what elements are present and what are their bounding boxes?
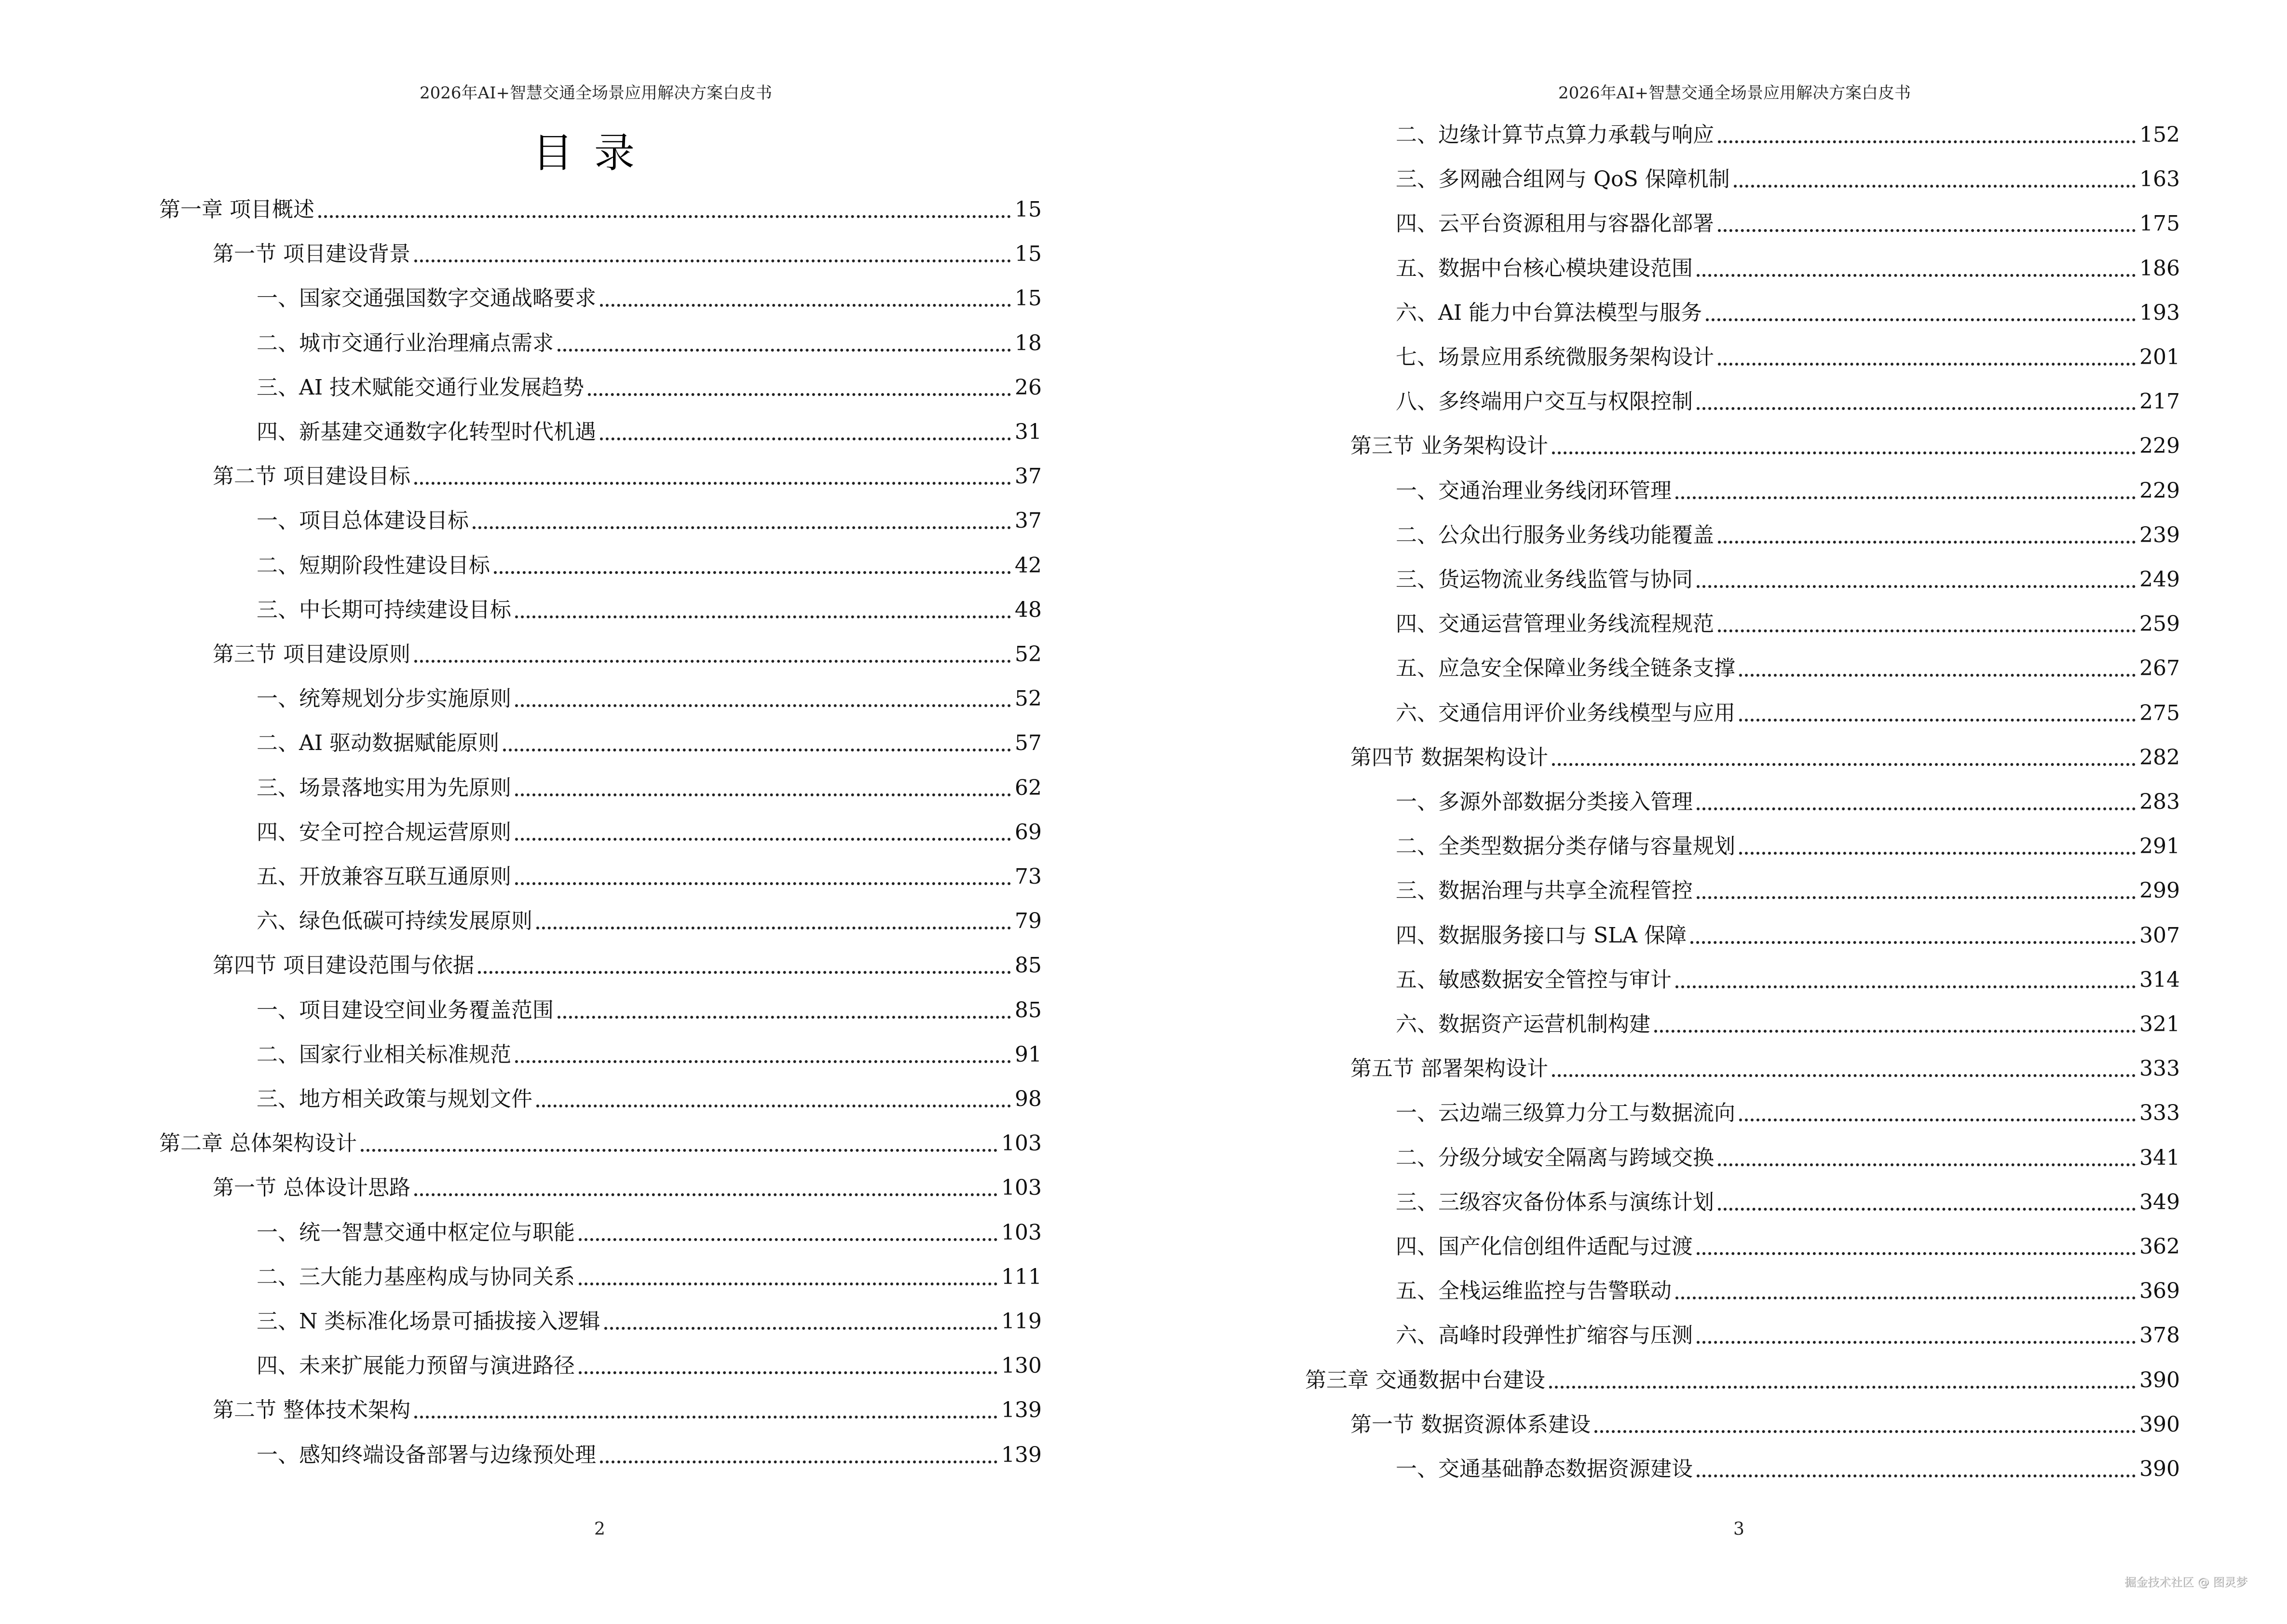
toc-entry-label: 一、感知终端设备部署与边缘预处理	[257, 1442, 596, 1467]
toc-entry-page: 201	[2139, 345, 2180, 369]
toc-entry-page: 73	[1015, 864, 1042, 889]
dot-leader	[515, 1060, 1011, 1063]
toc-entry-page: 267	[2139, 656, 2180, 681]
toc-entry-page: 390	[2139, 1367, 2180, 1392]
toc-entry-label: 四、数据服务接口与 SLA 保障	[1396, 923, 1687, 948]
toc-entry-page: 85	[1015, 953, 1042, 978]
toc-entry-level-2[interactable]	[1350, 1047, 2180, 1091]
toc-entry-page: 130	[1001, 1353, 1042, 1378]
dot-leader	[1734, 185, 2136, 188]
toc-entry-level-3[interactable]	[1396, 157, 2180, 202]
toc-entry-label: 第一章 项目概述	[159, 197, 314, 222]
dot-leader	[1697, 1252, 2136, 1255]
toc-entry-level-3[interactable]	[257, 321, 1042, 366]
dot-leader	[1697, 807, 2136, 810]
toc-title: 目录	[532, 129, 656, 177]
toc-entry-level-3[interactable]	[1396, 558, 2180, 602]
dot-leader	[515, 615, 1011, 618]
toc-entry-level-3[interactable]	[1396, 691, 2180, 736]
toc-entry-label: 第一节 数据资源体系建设	[1350, 1412, 1591, 1437]
toc-entry-label: 一、统筹规划分步实施原则	[257, 686, 511, 711]
dot-leader	[1739, 1119, 2136, 1121]
running-header: 2026年AI+智慧交通全场景应用解决方案白皮书	[420, 83, 772, 103]
toc-entry-level-3[interactable]	[1396, 291, 2180, 335]
toc-entry-label: 一、统一智慧交通中枢定位与职能	[257, 1220, 575, 1245]
dot-leader	[1718, 1163, 2136, 1166]
toc-entry-page: 69	[1015, 819, 1042, 845]
toc-entry-page: 15	[1015, 242, 1042, 267]
toc-entry-label: 第三章 交通数据中台建设	[1305, 1367, 1545, 1392]
toc-entry-label: 三、场景落地实用为先原则	[257, 775, 511, 800]
toc-entry-page: 175	[2139, 211, 2180, 236]
toc-entry-page: 321	[2139, 1012, 2180, 1037]
dot-leader	[414, 660, 1011, 663]
toc-entry-page: 31	[1015, 420, 1042, 444]
toc-entry-label: 五、全栈运维监控与告警联动	[1396, 1279, 1672, 1304]
toc-entry-page: 341	[2139, 1145, 2180, 1170]
toc-entry-page: 314	[2139, 967, 2180, 992]
toc-entry-label: 三、N 类标准化场景可插拔接入逻辑	[257, 1309, 600, 1334]
toc-entry-page: 217	[2139, 389, 2180, 414]
toc-entry-label: 八、多终端用户交互与权限控制	[1396, 389, 1693, 414]
dot-leader	[1654, 1030, 2136, 1033]
dot-leader	[1697, 407, 2136, 410]
dot-leader	[515, 793, 1011, 796]
toc-entry-label: 六、数据资产运营机制构建	[1396, 1012, 1650, 1037]
toc-entry-page: 249	[2139, 567, 2180, 592]
dot-leader	[494, 571, 1011, 574]
toc-entry-label: 二、公众出行服务业务线功能覆盖	[1396, 522, 1714, 547]
toc-entry-label: 四、云平台资源租用与容器化部署	[1396, 211, 1714, 236]
toc-entry-label: 一、交通治理业务线闭环管理	[1396, 478, 1672, 503]
dot-leader	[1706, 318, 2136, 321]
toc-entry-page: 362	[2139, 1234, 2180, 1259]
toc-entry-level-3[interactable]	[257, 855, 1042, 899]
toc-entry-level-3[interactable]	[257, 677, 1042, 721]
toc-entry-page: 103	[1001, 1220, 1042, 1245]
toc-entry-level-3[interactable]	[257, 1033, 1042, 1077]
dot-leader	[1697, 896, 2136, 899]
toc-entry-label: 六、高峰时段弹性扩缩容与压测	[1396, 1323, 1693, 1348]
toc-entry-level-3[interactable]	[1396, 824, 2180, 869]
toc-entry-page: 52	[1015, 686, 1042, 711]
toc-entry-level-3[interactable]	[1396, 380, 2180, 424]
toc-entry-level-3[interactable]	[1396, 958, 2180, 1002]
toc-entry-level-2[interactable]	[1350, 424, 2180, 468]
dot-leader	[579, 1283, 997, 1285]
toc-entry-page: 48	[1015, 597, 1042, 622]
dot-leader	[600, 437, 1011, 440]
toc-entry-page: 26	[1015, 375, 1042, 400]
toc-entry-page: 378	[2139, 1323, 2180, 1348]
toc-entry-page: 291	[2139, 834, 2180, 859]
toc-entry-page: 57	[1015, 731, 1042, 756]
toc-entry-label: 四、新基建交通数字化转型时代机遇	[257, 420, 596, 444]
dot-leader	[600, 304, 1011, 307]
toc-entry-page: 15	[1015, 197, 1042, 222]
dot-leader	[1718, 140, 2136, 143]
toc-entry-label: 一、交通基础静态数据资源建设	[1396, 1457, 1693, 1481]
toc-entry-label: 一、项目建设空间业务覆盖范围	[257, 997, 554, 1023]
toc-entry-page: 307	[2139, 923, 2180, 948]
toc-entry-label: 四、未来扩展能力预留与演进路径	[257, 1353, 575, 1378]
toc-entry-label: 五、应急安全保障业务线全链条支撑	[1396, 656, 1735, 681]
toc-entry-level-3[interactable]	[1396, 869, 2180, 913]
toc-entry-label: 六、AI 能力中台算法模型与服务	[1396, 300, 1702, 325]
toc-entry-level-3[interactable]	[1396, 513, 2180, 558]
toc-entry-level-2[interactable]	[213, 232, 1042, 276]
toc-entry-level-3[interactable]	[257, 1299, 1042, 1344]
toc-entry-level-3[interactable]	[257, 1077, 1042, 1121]
toc-entry-label: 二、分级分域安全隔离与跨域交换	[1396, 1145, 1714, 1170]
toc-entry-label: 第三节 业务架构设计	[1350, 434, 1548, 459]
toc-entry-level-3[interactable]	[257, 1211, 1042, 1255]
dot-leader	[588, 393, 1011, 396]
toc-entry-level-3[interactable]	[1396, 646, 2180, 691]
toc-entry-label: 第三节 项目建设原则	[213, 642, 410, 667]
toc-entry-level-2[interactable]	[213, 1388, 1042, 1433]
toc-entry-page: 349	[2139, 1189, 2180, 1215]
toc-entry-label: 二、三大能力基座构成与协同关系	[257, 1264, 575, 1289]
toc-entry-label: 六、交通信用评价业务线模型与应用	[1396, 700, 1735, 725]
toc-entry-label: 五、开放兼容互联互通原则	[257, 864, 511, 889]
toc-entry-label: 第一节 项目建设背景	[213, 242, 410, 267]
toc-entry-label: 三、货运物流业务线监管与协同	[1396, 567, 1693, 592]
toc-entry-level-3[interactable]	[1396, 469, 2180, 513]
toc-entry-level-3[interactable]	[257, 410, 1042, 454]
dot-leader	[1594, 1430, 2136, 1433]
toc-entry-page: 18	[1015, 330, 1042, 355]
dot-leader	[473, 526, 1011, 529]
toc-entry-level-2[interactable]	[213, 632, 1042, 677]
dot-leader	[414, 1416, 997, 1419]
toc-entry-level-1[interactable]	[1305, 1358, 2180, 1403]
toc-entry-level-3[interactable]	[257, 766, 1042, 810]
dot-leader	[1718, 363, 2136, 366]
dot-leader	[600, 1460, 997, 1463]
dot-leader	[579, 1371, 997, 1374]
toc-entry-level-2[interactable]	[1350, 736, 2180, 780]
dot-leader	[1690, 941, 2136, 944]
toc-entry-label: 一、项目总体建设目标	[257, 508, 469, 533]
dot-leader	[414, 259, 1011, 262]
toc-entry-level-3[interactable]	[1396, 914, 2180, 958]
toc-entry-page: 283	[2139, 790, 2180, 814]
dot-leader	[361, 1149, 997, 1152]
toc-entry-label: 三、AI 技术赋能交通行业发展趋势	[257, 375, 585, 400]
dot-leader	[1697, 274, 2136, 277]
dot-leader	[1718, 1208, 2136, 1211]
toc-entry-level-3[interactable]	[257, 810, 1042, 855]
dot-leader	[1718, 229, 2136, 232]
toc-entry-level-3[interactable]	[1396, 1002, 2180, 1047]
toc-entry-label: 四、安全可控合规运营原则	[257, 819, 511, 845]
dot-leader	[536, 927, 1011, 929]
toc-entry-label: 一、多源外部数据分类接入管理	[1396, 790, 1693, 814]
toc-entry-page: 390	[2139, 1457, 2180, 1481]
toc-entry-label: 第二节 项目建设目标	[213, 464, 410, 489]
toc-entry-label: 三、三级容灾备份体系与演练计划	[1396, 1189, 1714, 1215]
toc-entry-label: 第五节 部署架构设计	[1350, 1056, 1548, 1081]
toc-entry-level-3[interactable]	[257, 899, 1042, 943]
toc-entry-page: 119	[1001, 1309, 1042, 1334]
toc-entry-page: 369	[2139, 1279, 2180, 1304]
toc-entry-page: 163	[2139, 167, 2180, 192]
dot-leader	[503, 749, 1011, 751]
dot-leader	[1549, 1386, 2136, 1389]
toc-entry-level-3[interactable]	[257, 588, 1042, 632]
dot-leader	[515, 704, 1011, 707]
toc-entry-page: 333	[2139, 1056, 2180, 1081]
toc-entry-page: 186	[2139, 256, 2180, 281]
toc-entry-level-2[interactable]	[1350, 1403, 2180, 1447]
toc-entry-level-3[interactable]	[257, 1255, 1042, 1299]
dot-leader	[478, 971, 1011, 974]
toc-entry-level-3[interactable]	[257, 276, 1042, 321]
toc-entry-level-3[interactable]	[257, 366, 1042, 410]
toc-entry-page: 42	[1015, 553, 1042, 578]
toc-entry-label: 四、交通运营管理业务线流程规范	[1396, 612, 1714, 637]
toc-entry-page: 103	[1001, 1175, 1042, 1201]
toc-entry-level-3[interactable]	[1396, 602, 2180, 646]
toc-entry-level-3[interactable]	[257, 1344, 1042, 1388]
toc-entry-level-3[interactable]	[257, 721, 1042, 765]
toc-entry-page: 15	[1015, 286, 1042, 311]
toc-entry-label: 三、中长期可持续建设目标	[257, 597, 511, 622]
page-number: 2	[594, 1519, 605, 1539]
toc-entry-level-3[interactable]	[1396, 1269, 2180, 1313]
dot-leader	[604, 1327, 998, 1330]
toc-entry-label: 二、AI 驱动数据赋能原则	[257, 731, 500, 756]
dot-leader	[1718, 541, 2136, 544]
toc-entry-label: 二、国家行业相关标准规范	[257, 1042, 511, 1067]
toc-entry-page: 62	[1015, 775, 1042, 800]
toc-entry-level-1[interactable]	[159, 1121, 1042, 1166]
dot-leader	[558, 1016, 1011, 1019]
toc-entry-page: 229	[2139, 478, 2180, 503]
toc-entry-label: 第二章 总体架构设计	[159, 1131, 357, 1156]
toc-entry-label: 一、云边端三级算力分工与数据流向	[1396, 1101, 1735, 1126]
dot-leader	[558, 349, 1011, 352]
dot-leader	[1552, 763, 2136, 766]
toc-entry-page: 98	[1015, 1087, 1042, 1111]
toc-entry-page: 152	[2139, 123, 2180, 147]
dot-leader	[536, 1105, 1011, 1107]
dot-leader	[1697, 1474, 2136, 1477]
toc-entry-level-3[interactable]	[1396, 202, 2180, 246]
dot-leader	[1675, 1296, 2136, 1299]
toc-entry-level-3[interactable]	[1396, 1313, 2180, 1358]
toc-entry-level-2[interactable]	[213, 454, 1042, 499]
toc-entry-level-3[interactable]	[257, 499, 1042, 543]
toc-entry-label: 三、数据治理与共享全流程管控	[1396, 878, 1693, 903]
toc-entry-label: 第四节 项目建设范围与依据	[213, 953, 474, 978]
toc-entry-page: 37	[1015, 464, 1042, 489]
dot-leader	[515, 882, 1011, 885]
toc-entry-label: 三、地方相关政策与规划文件	[257, 1087, 532, 1111]
dot-leader	[1739, 852, 2136, 855]
toc-entry-level-1[interactable]	[159, 188, 1042, 232]
toc-entry-page: 299	[2139, 878, 2180, 903]
watermark: 掘金技术社区 @ 图灵梦	[2124, 1575, 2247, 1589]
toc-entry-page: 275	[2139, 700, 2180, 725]
toc-entry-page: 111	[1001, 1264, 1042, 1289]
dot-leader	[1675, 985, 2136, 988]
dot-leader	[414, 1193, 997, 1196]
toc-entry-page: 79	[1015, 909, 1042, 934]
toc-entry-level-3[interactable]	[257, 988, 1042, 1033]
toc-entry-level-3[interactable]	[1396, 780, 2180, 824]
toc-entry-label: 二、城市交通行业治理痛点需求	[257, 330, 554, 355]
toc-entry-page: 390	[2139, 1412, 2180, 1437]
toc-entry-level-2[interactable]	[213, 1166, 1042, 1210]
toc-entry-level-3[interactable]	[1396, 113, 2180, 157]
toc-entry-page: 85	[1015, 997, 1042, 1023]
dot-leader	[515, 838, 1011, 841]
toc-entry-level-3[interactable]	[1396, 335, 2180, 380]
dot-leader	[1697, 585, 2136, 588]
toc-entry-page: 37	[1015, 508, 1042, 533]
toc-entry-label: 七、场景应用系统微服务架构设计	[1396, 345, 1714, 369]
toc-entry-page: 52	[1015, 642, 1042, 667]
toc-entry-page: 259	[2139, 612, 2180, 637]
toc-entry-page: 193	[2139, 300, 2180, 325]
toc-entry-page: 229	[2139, 434, 2180, 459]
toc-entry-level-3[interactable]	[1396, 1447, 2180, 1491]
toc-entry-page: 282	[2139, 745, 2180, 770]
dot-leader	[318, 215, 1011, 218]
dot-leader	[1552, 451, 2136, 454]
toc-entry-label: 四、国产化信创组件适配与过渡	[1396, 1234, 1693, 1259]
toc-entry-level-3[interactable]	[1396, 1136, 2180, 1180]
toc-entry-label: 五、数据中台核心模块建设范围	[1396, 256, 1693, 281]
dot-leader	[1739, 674, 2136, 677]
toc-entry-label: 六、绿色低碳可持续发展原则	[257, 909, 532, 934]
toc-entry-label: 第一节 总体设计思路	[213, 1175, 410, 1201]
dot-leader	[1697, 1341, 2136, 1344]
toc-entry-label: 二、短期阶段性建设目标	[257, 553, 490, 578]
toc-page-right	[1144, 0, 2287, 1624]
toc-entry-label: 第四节 数据架构设计	[1350, 745, 1548, 770]
toc-entry-label: 五、敏感数据安全管控与审计	[1396, 967, 1672, 992]
toc-entry-page: 239	[2139, 522, 2180, 547]
toc-entry-level-3[interactable]	[1396, 1180, 2180, 1225]
toc-entry-page: 333	[2139, 1101, 2180, 1126]
toc-entry-level-3[interactable]	[1396, 1225, 2180, 1269]
dot-leader	[1739, 719, 2136, 722]
dot-leader	[579, 1238, 997, 1241]
toc-entry-label: 第二节 整体技术架构	[213, 1398, 410, 1423]
dot-leader	[414, 482, 1011, 485]
toc-entry-label: 二、全类型数据分类存储与容量规划	[1396, 834, 1735, 859]
toc-entry-label: 二、边缘计算节点算力承载与响应	[1396, 123, 1714, 147]
toc-entry-page: 139	[1001, 1398, 1042, 1423]
dot-leader	[1675, 496, 2136, 499]
toc-entry-level-3[interactable]	[257, 544, 1042, 588]
toc-entry-level-3[interactable]	[1396, 1091, 2180, 1135]
toc-entry-page: 139	[1001, 1442, 1042, 1467]
page-number: 3	[1733, 1519, 1744, 1539]
running-header: 2026年AI+智慧交通全场景应用解决方案白皮书	[1558, 83, 1911, 103]
toc-entry-level-3[interactable]	[257, 1433, 1042, 1477]
dot-leader	[1552, 1074, 2136, 1077]
toc-entry-level-2[interactable]	[213, 943, 1042, 988]
toc-entry-label: 三、多网融合组网与 QoS 保障机制	[1396, 167, 1730, 192]
toc-entry-level-3[interactable]	[1396, 246, 2180, 291]
dot-leader	[1718, 629, 2136, 632]
toc-entry-page: 103	[1001, 1131, 1042, 1156]
toc-entry-page: 91	[1015, 1042, 1042, 1067]
toc-entry-label: 一、国家交通强国数字交通战略要求	[257, 286, 596, 311]
